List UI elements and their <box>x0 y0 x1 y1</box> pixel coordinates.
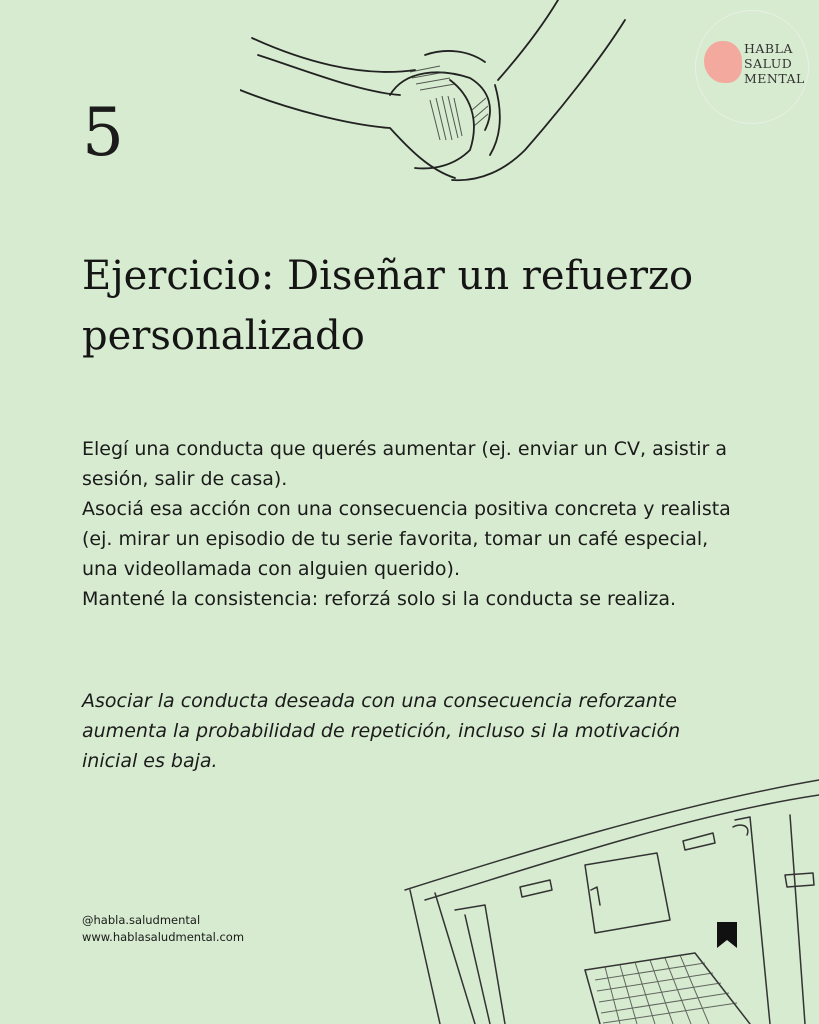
instructions <box>82 434 732 614</box>
instruction-step-1: Elegí una conducta que querés aumentar (ej. enviar un CV, asistir a sesión, salir de casa). <box>82 438 728 490</box>
logo-line-2: SALUD <box>744 56 793 71</box>
brand-logo[interactable] <box>695 10 809 124</box>
logo-line-1: HABLA <box>744 41 793 56</box>
logo-wordmark <box>744 41 805 86</box>
instruction-step-3: Mantené la consistencia: reforzá solo si la conducta se realiza. <box>82 588 677 610</box>
bookmark-icon[interactable] <box>716 922 738 948</box>
website-link[interactable]: www.hablasaludmental.com <box>82 930 245 944</box>
conclusion-note: Asociar la conducta deseada con una consecuencia reforzante aumenta la probabilidad de repetición, incluso si la motivación inicial es baja. <box>82 690 681 772</box>
slide-number: 5 <box>82 94 124 171</box>
logo-line-3: MENTAL <box>744 71 805 86</box>
footer <box>82 912 244 946</box>
hands-holding-icon <box>240 0 640 190</box>
instruction-step-2: Asociá esa acción con una consecuencia positiva concreta y realista (ej. mirar un episodio de tu serie favorita, tomar un café especial, una videollamada con alguien querido). <box>82 498 731 580</box>
page-title: Ejercicio: Diseñar un refuerzo personalizado <box>82 253 694 359</box>
room-sketch-icon <box>395 775 819 1024</box>
social-handle[interactable]: @habla.saludmental <box>82 913 201 927</box>
head-icon <box>704 41 742 83</box>
